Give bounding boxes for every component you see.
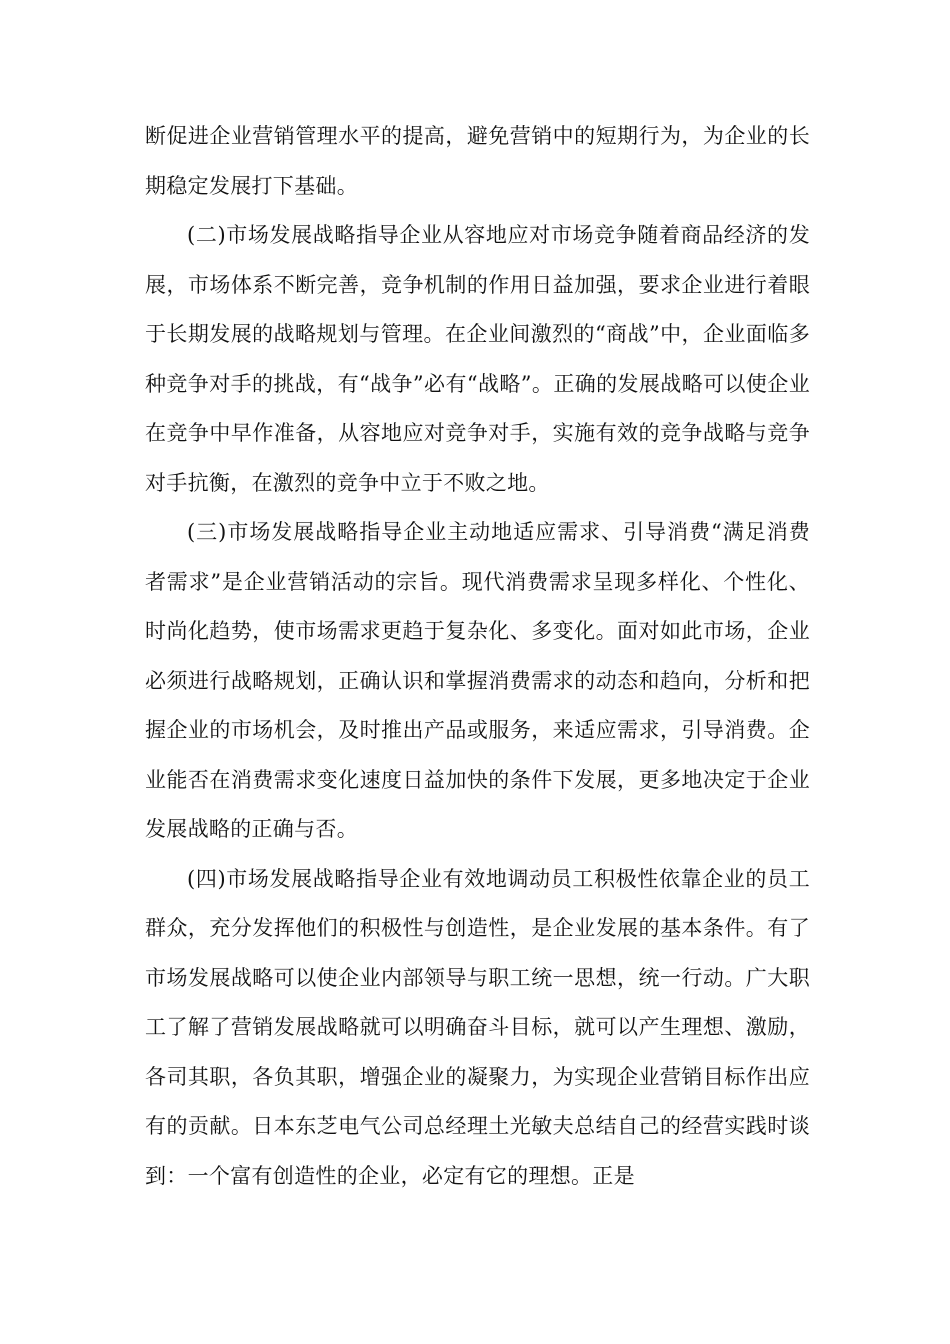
paragraph-section-3: (三)市场发展战略指导企业主动地适应需求、引导消费“满足消费者需求”是企业营销活动的宗旨。现代消费需求呈现多样化、个性化、时尚化趋势，使市场需求更趋于复杂化、多变化。面对如此市场，企业必须进行战略规划，正确认识和掌握消费需求的动态和趋向，分析和把握企业的市场机会，及时推出产品或服务，来适应需求，引导消费。企业能否在消费需求变化速度日益加快的条件下发展，更多地决定于企业发展战略的正确与否。 — [145, 520, 810, 841]
paragraph-section-4: (四)市场发展战略指导企业有效地调动员工积极性依靠企业的员工群众，充分发挥他们的积极性与创造性，是企业发展的基本条件。有了市场发展战略可以使企业内部领导与职工统一思想，统一行动。广大职工了解了营销发展战略就可以明确奋斗目标，就可以产生理想、激励，各司其职，各负其职，增强企业的凝聚力，为实现企业营销目标作出应有的贡献。日本东芝电气公司总经理土光敏夫总结自己的经营实践时谈到：一个富有创造性的企业，必定有它的理想。正是 — [145, 866, 810, 1188]
paragraph-continuation: 断促进企业营销管理水平的提高，避免营销中的短期行为，为企业的长期稳定发展打下基础。 — [145, 124, 810, 198]
paragraph-section-2: (二)市场发展战略指导企业从容地应对市场竞争随着商品经济的发展，市场体系不断完善，竞争机制的作用日益加强，要求企业进行着眼于长期发展的战略规划与管理。在企业间激烈的“商战”中，企业面临多种竞争对手的挑战，有“战争”必有“战略”。正确的发展战略可以使企业在竞争中早作准备，从容地应对竞争对手，实施有效的竞争战略与竞争对手抗衡，在激烈的竞争中立于不败之地。 — [145, 223, 810, 495]
document-page — [145, 112, 810, 1201]
